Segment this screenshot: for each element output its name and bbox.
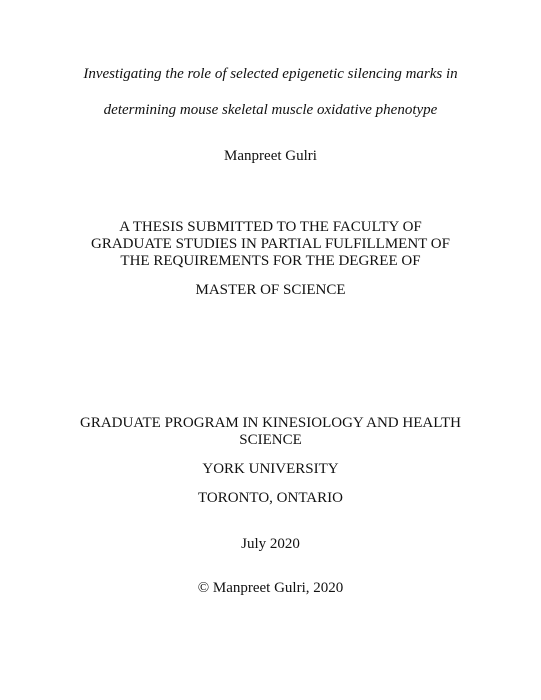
submission-date: July 2020 bbox=[241, 536, 300, 552]
degree-name: MASTER OF SCIENCE bbox=[195, 282, 346, 298]
thesis-statement-line-1: A THESIS SUBMITTED TO THE FACULTY OF bbox=[119, 219, 422, 235]
location: TORONTO, ONTARIO bbox=[198, 490, 343, 506]
university-name: YORK UNIVERSITY bbox=[202, 461, 339, 477]
thesis-statement-line-2: GRADUATE STUDIES IN PARTIAL FULFILLMENT OF bbox=[91, 236, 450, 252]
copyright-notice: © Manpreet Gulri, 2020 bbox=[197, 580, 344, 596]
thesis-title-line-2: determining mouse skeletal muscle oxidative phenotype bbox=[103, 102, 438, 118]
thesis-statement-line-3: THE REQUIREMENTS FOR THE DEGREE OF bbox=[120, 253, 421, 269]
thesis-title-line-1: Investigating the role of selected epigenetic silencing marks in bbox=[83, 66, 458, 82]
program-name-line-2: SCIENCE bbox=[239, 432, 302, 448]
program-name-line-1: GRADUATE PROGRAM IN KINESIOLOGY AND HEALTH bbox=[80, 415, 461, 431]
author-name: Manpreet Gulri bbox=[224, 148, 317, 164]
